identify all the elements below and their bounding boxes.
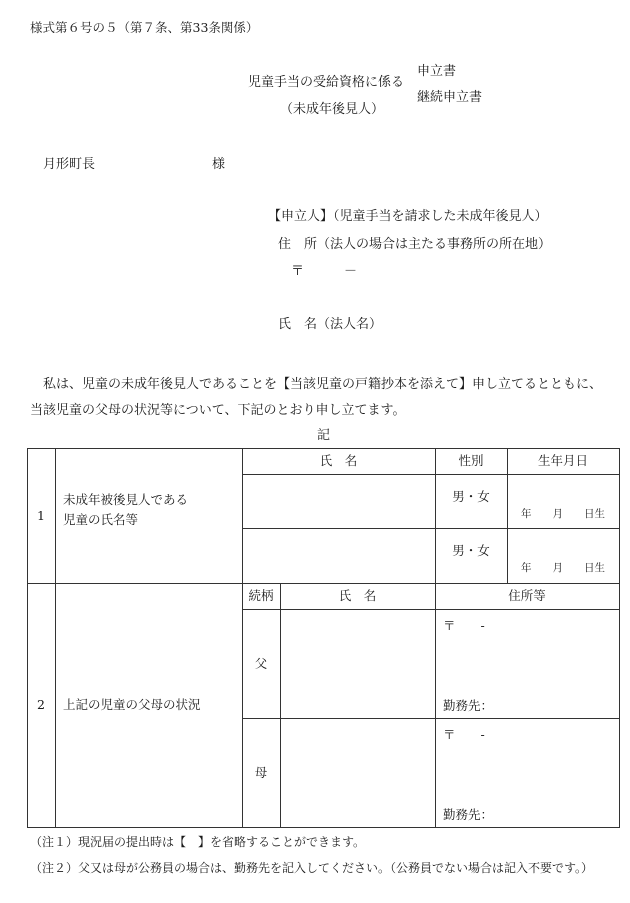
table-border-bottom [27, 827, 619, 828]
note-2: （注２）父又は母が公務員の場合は、勤務先を記入してください。（公務員でない場合は記入不要です。） [30, 861, 594, 875]
section2-number: 2 [37, 697, 45, 712]
section1-col-birth: 生年月日 [537, 453, 588, 468]
title-option-continuation: 継続申立書 [417, 90, 483, 105]
section1-label-line2: 児童の氏名等 [63, 512, 139, 527]
father-name-field[interactable] [280, 609, 435, 718]
child2-birth-field[interactable]: 年 月 日生 [521, 561, 605, 574]
table-border-right [619, 448, 620, 828]
section1-label [55, 490, 242, 540]
child1-gender-field[interactable]: 男・女 [452, 489, 490, 504]
applicant-name-label: 氏 名（法人名） [278, 317, 383, 332]
section1-col-gender: 性別 [458, 453, 484, 468]
section2-label: 上記の児童の父母の状況 [63, 697, 201, 712]
section2-col-relation: 続柄 [248, 588, 274, 603]
mother-postal-field[interactable]: 〒 - [443, 727, 485, 742]
mother-workplace-field[interactable]: 勤務先： [443, 807, 494, 822]
mother-label: 母 [254, 764, 268, 780]
form-number: 様式第６号の５（第７条、第33条関係） [30, 20, 259, 35]
father-workplace-field[interactable]: 勤務先： [443, 698, 494, 713]
section1-col-name: 氏 名 [319, 453, 358, 468]
declaration-text: 私は、児童の未成年後見人であることを【当該児童の戸籍抄本を添えて】申し立てるとともに、当該児童の父母の状況等について、下記のとおり申し立てます。 [30, 377, 603, 418]
child1-name-field[interactable] [242, 474, 435, 528]
section2-col-name: 氏 名 [338, 588, 377, 603]
ki-marker: 記 [317, 428, 331, 443]
mother-name-field[interactable] [280, 718, 435, 827]
father-postal-field[interactable]: 〒 - [443, 618, 485, 633]
child2-gender-field[interactable]: 男・女 [452, 543, 490, 558]
child2-name-field[interactable] [242, 528, 435, 583]
child1-birth-field[interactable]: 年 月 日生 [521, 507, 605, 520]
postal-dash: － [344, 264, 358, 279]
form-title: 児童手当の受給資格に係る [248, 75, 405, 90]
title-option-application: 申立書 [417, 64, 457, 79]
father-label: 父 [254, 655, 268, 671]
form-subtitle: （未成年後見人） [280, 102, 385, 117]
note-1: （注１）現況届の提出時は【 】を省略することができます。 [30, 835, 366, 849]
postal-mark: 〒 [291, 264, 305, 279]
honorific: 様 [212, 157, 226, 172]
section1-label-line1: 未成年被後見人である [63, 492, 189, 507]
addressee: 月形町長 [43, 157, 96, 172]
section1-number: 1 [37, 507, 45, 523]
section2-col-address: 住所等 [508, 588, 546, 603]
applicant-heading: 【申立人】（児童手当を請求した未成年後見人） [268, 209, 548, 224]
applicant-address-label: 住 所（法人の場合は主たる事務所の所在地） [278, 237, 552, 252]
